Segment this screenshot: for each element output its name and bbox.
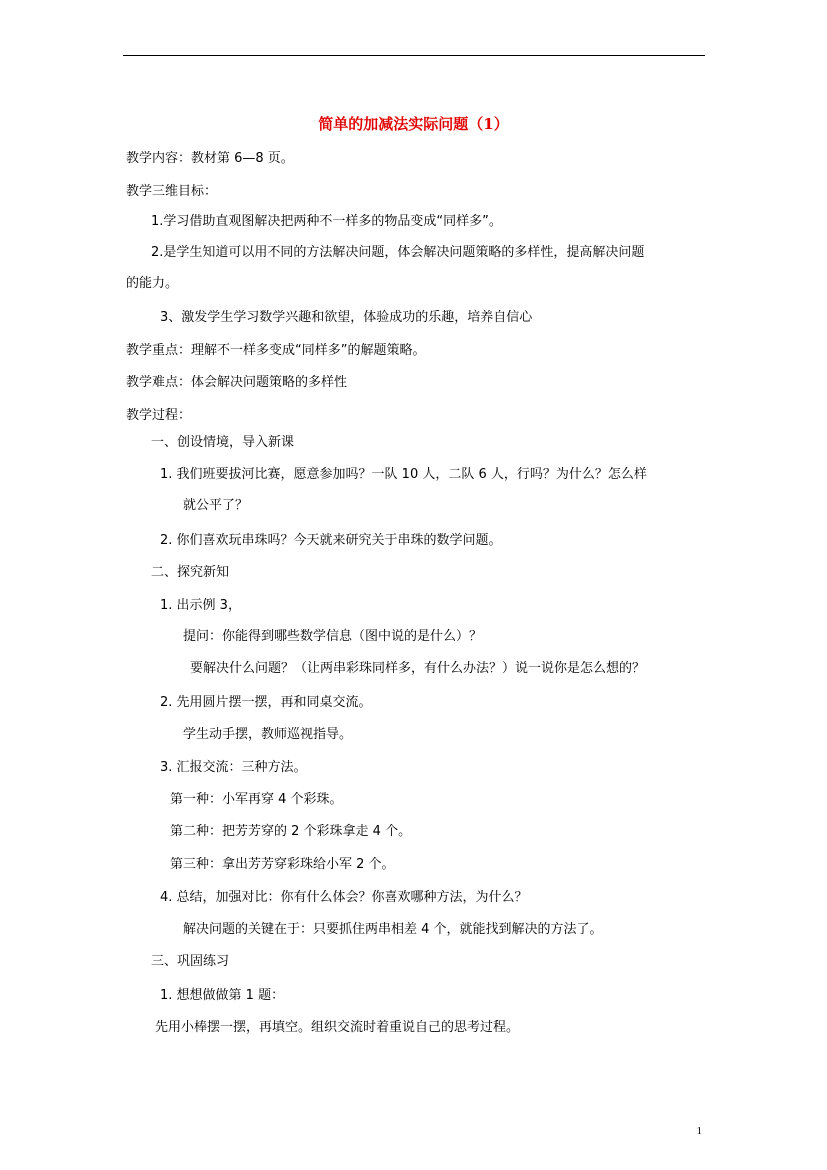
text-line: 教学三维目标： [126, 184, 218, 199]
text-line: 一、创设情境，导入新课 [151, 435, 295, 450]
text-line: 教学难点：体会解决问题策略的多样性 [126, 375, 348, 390]
text-line: 2.是学生知道可以用不同的方法解决问题，体会解决问题策略的多样性，提高解决问题 [151, 245, 645, 260]
text-line: 教学过程： [126, 408, 192, 423]
text-line: 要解决什么问题？（让两串彩珠同样多，有什么办法？）说一说你是怎么想的？ [190, 661, 646, 676]
text-line: 1. 想想做做第 1 题： [160, 988, 285, 1003]
text-line: 1. 我们班要拔河比赛，愿意参加吗？一队 10 人，二队 6 人，行吗？为什么？怎么样 [160, 467, 647, 482]
text-line: 学生动手摆，教师巡视指导。 [183, 727, 353, 742]
text-line: 4. 总结，加强对比：你有什么体会？你喜欢哪种方法，为什么？ [160, 890, 528, 905]
text-line: 就公平了？ [183, 498, 249, 513]
text-line: 1. 出示例 3， [160, 598, 241, 613]
text-line: 提问：你能得到哪些数学信息（图中说的是什么）？ [183, 629, 483, 644]
text-line: 三、巩固练习 [151, 954, 230, 969]
text-line: 第三种：拿出芳芳穿彩珠给小军 2 个。 [170, 857, 395, 872]
text-line: 第二种：把芳芳穿的 2 个彩珠拿走 4 个。 [170, 824, 412, 839]
text-line: 2. 你们喜欢玩串珠吗？今天就来研究关于串珠的数学问题。 [160, 533, 502, 548]
text-line: 二、探究新知 [151, 565, 230, 580]
text-line: 3. 汇报交流：三种方法。 [160, 760, 307, 775]
text-line: 教学重点：理解不一样多变成“同样多”的解题策略。 [126, 343, 426, 358]
text-line: 教学内容：教材第 6—8 页。 [126, 151, 294, 166]
text-line: 先用小棒摆一摆，再填空。组织交流时着重说自己的思考过程。 [155, 1020, 520, 1035]
text-line: 1.学习借助直观图解决把两种不一样多的物品变成“同样多”。 [151, 214, 502, 229]
text-line: 2. 先用圆片摆一摆，再和同桌交流。 [160, 695, 372, 710]
text-line: 解决问题的关键在于：只要抓住两串相差 4 个，就能找到解决的方法了。 [183, 922, 603, 937]
page-number: 1 [696, 1125, 702, 1137]
text-line: 的能力。 [126, 276, 179, 291]
text-line: 3、激发学生学习数学兴趣和欲望，体验成功的乐趣，培养自信心 [160, 310, 533, 325]
header-rule [123, 55, 705, 56]
document-title: 简单的加减法实际问题（1） [318, 115, 509, 133]
text-line: 第一种：小军再穿 4 个彩珠。 [170, 792, 343, 807]
